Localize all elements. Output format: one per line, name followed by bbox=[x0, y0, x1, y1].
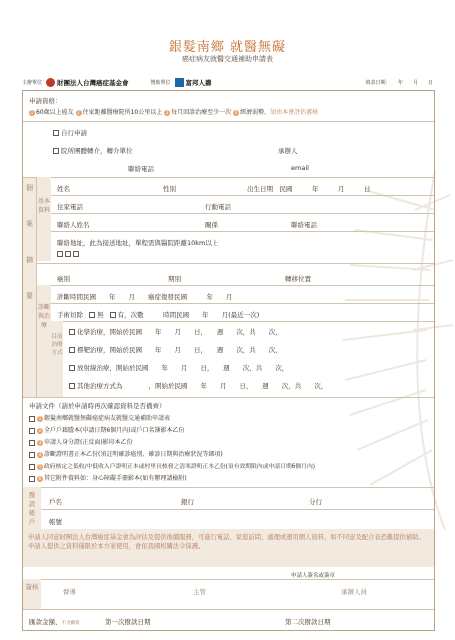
form-subtitle: 癌症病友就醫交通補助申請表 bbox=[182, 55, 273, 63]
self-apply-checkbox[interactable]: 自行申請 bbox=[53, 128, 87, 137]
branch-field[interactable]: 分行 bbox=[309, 498, 322, 506]
diagnosis-treatment-label: 診斷與治療 bbox=[37, 285, 51, 397]
checkbox-icon bbox=[69, 347, 75, 353]
targeted-therapy-checkbox[interactable]: 標靶治療，開始於民國 年 月 日， 週 次，共 次， bbox=[69, 345, 282, 354]
birth-date-field[interactable]: 出生日期 民國 年 月 日 bbox=[247, 185, 371, 193]
checkbox-icon bbox=[110, 312, 116, 318]
surgery-field[interactable]: 手術切除 無 有，次數 時間民國 年 月(最近一次) bbox=[57, 311, 260, 319]
name-field[interactable]: 姓名 bbox=[57, 185, 70, 193]
document-item[interactable]: 1 銀髮南鄉就醫無礙癌症病友就醫交通補助申請表 bbox=[29, 413, 170, 422]
applicant-signature-field[interactable]: 申請人簽名或簽章 bbox=[291, 573, 336, 579]
fubon-life-icon bbox=[175, 78, 184, 87]
diagnosis-date-field[interactable]: 診斷時間民國 年 月 癌症復發民國 年 月 bbox=[57, 293, 233, 301]
documents-label: 申請文件（請於申請時再次確認資料是否備齊） bbox=[29, 402, 166, 410]
home-phone-field[interactable]: 住家電話 bbox=[57, 203, 83, 211]
basic-data-label: 基本資料 bbox=[37, 177, 51, 261]
sponsor-logo: 富邦人壽 bbox=[175, 78, 212, 87]
sponsor-bar bbox=[22, 78, 212, 87]
mobile-phone-field[interactable]: 行動電話 bbox=[205, 203, 231, 211]
referral-email-field[interactable]: email bbox=[291, 164, 309, 172]
address-field[interactable]: 聯絡地址，此為接送地址，單程需與醫院距離10km以上 bbox=[57, 239, 219, 247]
relation-field[interactable]: 關係 bbox=[205, 221, 218, 229]
amount-field[interactable]: 匯款金額、不含郵資 bbox=[29, 618, 80, 626]
document-item[interactable]: 3 申請人身分證(正反面)影印本乙份 bbox=[29, 437, 133, 446]
other-therapy-checkbox[interactable]: 其他治療方式為 ，開始於民國 年 月 日， 週 次，共 次， bbox=[69, 381, 327, 390]
radiotherapy-checkbox[interactable]: 放射線治療，開始於民國 年 月 日， 週 次，共 次， bbox=[69, 363, 288, 372]
qualification-list: 1 60歲以上癌友 2 住家距離醫療院所10公里以上 3 每月回診治療至少一次 4 經濟弱勢，須由本會評估審核 bbox=[30, 109, 319, 116]
review-label: 簽核 bbox=[23, 579, 41, 609]
contact-person-field[interactable]: 承辦人 bbox=[278, 147, 298, 155]
account-holder-field[interactable]: 戶名 bbox=[49, 498, 62, 506]
cancer-type-field[interactable]: 癌別 bbox=[57, 275, 70, 283]
first-payment-date-field[interactable]: 第一次撥款日期 bbox=[105, 618, 151, 626]
case-summary-section: 個 案 摘 要 bbox=[23, 177, 37, 397]
bank-field[interactable]: 銀行 bbox=[181, 498, 194, 506]
second-payment-date-field[interactable]: 第二次撥款日期 bbox=[285, 618, 331, 626]
checkbox-icon bbox=[53, 148, 59, 154]
zip-code-boxes[interactable] bbox=[57, 250, 81, 258]
item-number-icon: 3 bbox=[165, 109, 169, 115]
hospital-referral-checkbox[interactable]: 院所團體轉介，轉介單位 bbox=[53, 146, 133, 155]
contact-phone-field[interactable]: 聯絡電話 bbox=[291, 221, 317, 229]
sponsor-label: 贊助單位 bbox=[150, 80, 171, 86]
metastasis-field[interactable]: 轉移位置 bbox=[285, 275, 311, 283]
organizer-label: 主辦單位 bbox=[22, 80, 43, 86]
supervisor-field[interactable]: 主管 bbox=[193, 588, 206, 596]
checkbox-icon bbox=[69, 365, 75, 371]
document-item[interactable]: 2 全戶戶籍謄本(申請日期6個月內)或戶口名簿影本乙份 bbox=[29, 425, 185, 434]
checkbox-icon bbox=[89, 312, 95, 318]
chemotherapy-checkbox[interactable]: 化學治療，開始於民國 年 月 日， 週 次，共 次， bbox=[69, 327, 282, 336]
checkbox-icon bbox=[69, 329, 75, 335]
cancer-foundation-icon bbox=[46, 78, 55, 87]
checkbox-icon bbox=[53, 130, 59, 136]
contact-name-field[interactable]: 聯絡人姓名 bbox=[57, 221, 90, 229]
manager-field[interactable]: 督導 bbox=[63, 588, 76, 596]
handler-field[interactable]: 承辦人員 bbox=[341, 588, 367, 596]
stage-field[interactable]: 期別 bbox=[168, 275, 181, 283]
qualification-label: 申請資格： bbox=[29, 97, 62, 105]
gender-field[interactable]: 性別 bbox=[163, 185, 176, 193]
fill-date[interactable]: 填表日期： 年 月 日 bbox=[365, 80, 433, 86]
payment-account-label: 撥款帳戶 bbox=[23, 487, 41, 529]
form-title: 銀髮南鄉 就醫無礙 bbox=[168, 40, 287, 55]
organizer-logo: 財團法人台灣癌症基金會 bbox=[46, 78, 129, 87]
consent-notice: 申請人同意財團法人台灣癌症基金會為評估及提供後續服務，可進行電話、家庭訪問、處理或運用個人資料，如不同意及配合表恐難提供補助。申請人提供之資料僅限於本方案使用，會依我國相關法令保護。 bbox=[23, 529, 434, 567]
current-treatment-label: 目前治療方式 bbox=[51, 321, 63, 397]
item-number-icon: 2 bbox=[77, 109, 80, 115]
item-number-icon: 4 bbox=[234, 109, 238, 115]
document-item[interactable]: 5 政府核定之低收/中低收入戶證明正本或村里長核發之清寒證明正本乙份(須有效期限內或申請日期6個月內) bbox=[29, 461, 315, 470]
referral-phone-field[interactable]: 聯絡電話 bbox=[128, 165, 154, 173]
account-number-field[interactable]: 帳號 bbox=[49, 518, 62, 526]
application-form bbox=[22, 90, 435, 631]
checkbox-icon bbox=[69, 383, 75, 389]
item-number-icon: 1 bbox=[30, 109, 34, 115]
document-item[interactable]: 6 其它附件資料如：身心障礙手冊影本(如有辦理請檢附) bbox=[29, 473, 187, 482]
document-item[interactable]: 4 診斷證明書正本乙份(須註明確診癌別、確診日期與治療狀況等細項) bbox=[29, 449, 223, 458]
